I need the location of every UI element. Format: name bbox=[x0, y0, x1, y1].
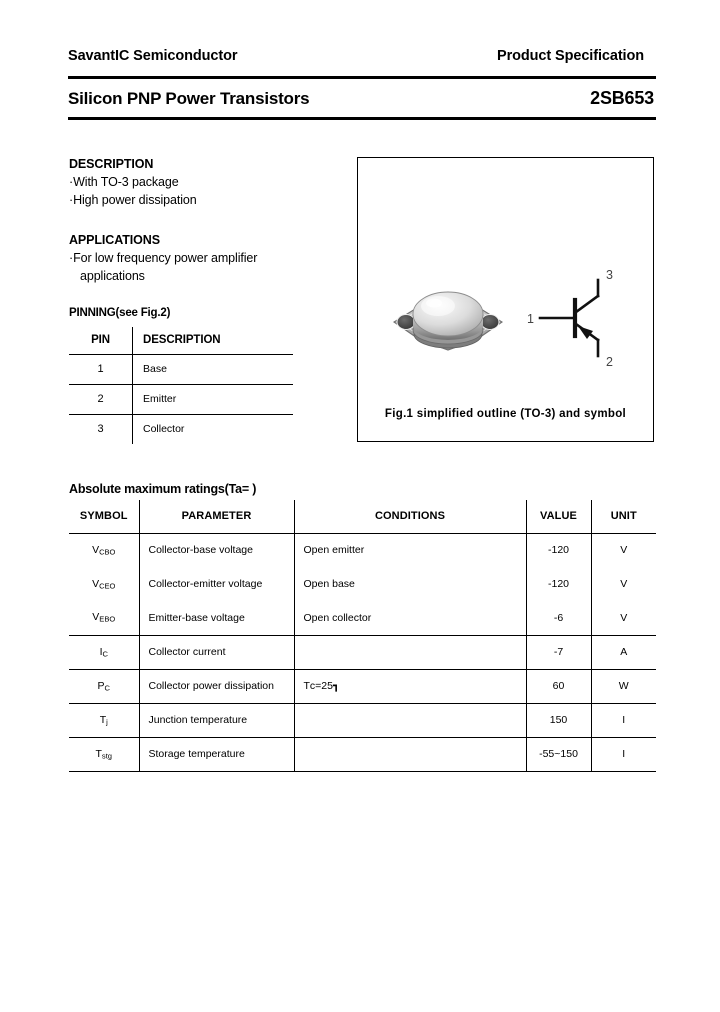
table-row bbox=[69, 354, 293, 384]
document-type: Product Specification bbox=[497, 48, 644, 64]
part-number: 2SB653 bbox=[590, 88, 654, 108]
ratings-col-conditions: CONDITIONS bbox=[294, 500, 526, 533]
ratings-parameter: Collector power dissipation bbox=[139, 669, 294, 703]
ratings-parameter: Collector-base voltage bbox=[139, 533, 294, 567]
ratings-value: -6 bbox=[526, 601, 591, 635]
ratings-condition: Open collector bbox=[294, 601, 526, 635]
pin-number: 3 bbox=[69, 414, 133, 444]
ratings-unit: I bbox=[622, 714, 626, 726]
applications-item: ·For low frequency power amplifier bbox=[69, 251, 258, 265]
figure-panel bbox=[357, 157, 654, 442]
ratings-col-value: VALUE bbox=[526, 500, 591, 533]
ratings-parameter: Collector current bbox=[139, 635, 294, 669]
pin-description: Emitter bbox=[143, 393, 177, 405]
figure-caption: Fig.1 simplified outline (TO-3) and symbol bbox=[384, 408, 627, 420]
pin-number: 1 bbox=[69, 354, 133, 384]
ratings-symbol: $V_{EBO}$ bbox=[69, 601, 139, 635]
pinning-table bbox=[69, 327, 293, 444]
table-row bbox=[69, 533, 656, 567]
ratings-parameter: Junction temperature bbox=[139, 703, 294, 737]
ratings-condition bbox=[294, 703, 526, 737]
pin-description: Collector bbox=[143, 423, 185, 436]
ratings-value: -7 bbox=[526, 635, 591, 669]
ratings-unit: I bbox=[622, 748, 626, 760]
table-row bbox=[69, 737, 656, 771]
applications-item-continued: applications bbox=[80, 269, 145, 283]
applications-section bbox=[69, 233, 354, 283]
pnp-transistor-symbol bbox=[526, 266, 638, 370]
page-header bbox=[68, 48, 656, 64]
table-header-row bbox=[69, 500, 656, 533]
ratings-condition bbox=[294, 635, 526, 669]
ratings-symbol: $V_{CBO}$ bbox=[69, 533, 139, 567]
ratings-unit: V bbox=[620, 544, 628, 557]
ratings-condition: Open base bbox=[294, 567, 526, 601]
ratings-symbol: $V_{CEO}$ bbox=[69, 567, 139, 601]
ratings-value: 60 bbox=[526, 669, 591, 703]
ratings-condition: Tс=25┓ bbox=[294, 669, 526, 703]
ratings-col-unit: UNIT bbox=[610, 510, 637, 523]
ratings-value: -120 bbox=[526, 533, 591, 567]
ratings-col-symbol: SYMBOL bbox=[69, 500, 139, 533]
to3-package-photo bbox=[382, 270, 514, 364]
ratings-parameter: Storage temperature bbox=[139, 737, 294, 771]
symbol-label-base: 1 bbox=[527, 312, 534, 326]
ratings-condition bbox=[294, 737, 526, 771]
ratings-unit: A bbox=[620, 646, 628, 658]
company-name: SavantIC Semiconductor bbox=[68, 48, 238, 64]
table-header-row bbox=[69, 327, 293, 354]
ratings-symbol: $I_C$ bbox=[69, 635, 139, 669]
ratings-parameter: Emitter-base voltage bbox=[139, 601, 294, 635]
header-divider-top bbox=[68, 76, 656, 79]
pinning-col-pin: PIN bbox=[69, 327, 133, 354]
ratings-value: 150 bbox=[526, 703, 591, 737]
pinning-col-desc: DESCRIPTION bbox=[143, 334, 221, 347]
description-item: ·With TO-3 package bbox=[69, 175, 179, 189]
ratings-parameter: Collector-emitter voltage bbox=[139, 567, 294, 601]
header-divider-bottom bbox=[68, 117, 656, 120]
ratings-condition: Open emitter bbox=[294, 533, 526, 567]
absolute-maximum-ratings-table bbox=[69, 500, 656, 772]
table-row bbox=[69, 384, 293, 414]
table-row bbox=[69, 703, 656, 737]
description-section bbox=[69, 157, 349, 207]
pnp-emitter-arrow bbox=[578, 326, 593, 339]
pin-number: 2 bbox=[69, 384, 133, 414]
table-row bbox=[69, 635, 656, 669]
title-row bbox=[68, 88, 656, 109]
ratings-unit: V bbox=[620, 578, 628, 590]
applications-heading: APPLICATIONS bbox=[69, 233, 160, 247]
ratings-heading: Absolute maximum ratings(Ta= ) bbox=[69, 482, 257, 496]
table-row bbox=[69, 567, 656, 601]
ratings-unit: V bbox=[620, 611, 628, 624]
table-row bbox=[69, 669, 656, 703]
symbol-label-emitter: 2 bbox=[606, 355, 613, 369]
ratings-unit: W bbox=[618, 680, 629, 692]
page-title: Silicon PNP Power Transistors bbox=[68, 89, 310, 108]
pinning-heading: PINNING(see Fig.2) bbox=[69, 307, 171, 319]
ratings-value: -120 bbox=[526, 567, 591, 601]
table-row bbox=[69, 414, 293, 444]
ratings-symbol: $P_C$ bbox=[69, 669, 139, 703]
ratings-symbol: $T_j$ bbox=[69, 703, 139, 737]
ratings-col-parameter: PARAMETER bbox=[139, 500, 294, 533]
table-row bbox=[69, 601, 656, 635]
pin-description: Base bbox=[143, 363, 167, 375]
description-item: ·High power dissipation bbox=[69, 193, 197, 207]
ratings-symbol: $T_{stg}$ bbox=[69, 737, 139, 771]
description-heading: DESCRIPTION bbox=[69, 157, 154, 171]
ratings-value: -55~150 bbox=[526, 737, 591, 771]
symbol-label-collector: 3 bbox=[606, 268, 613, 282]
